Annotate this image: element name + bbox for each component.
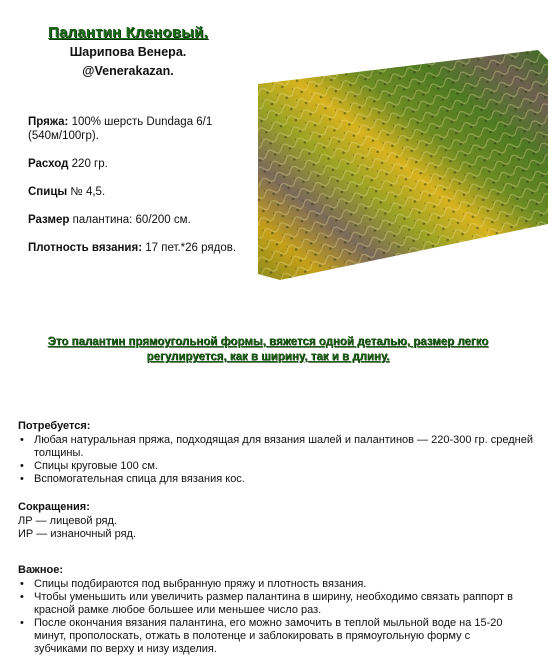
needs-title: Потребуется: [18, 420, 91, 432]
list-item: • Вспомогательная спица для вязания кос. [34, 473, 538, 486]
header [0, 24, 256, 79]
list-item: • Любая натуральная пряжа, подходящая для вязания шалей и палантинов — 220-300 гр. средней толщины. [34, 434, 538, 460]
abbr-item: ИР — изнаночный ряд. [18, 528, 137, 540]
list-item: • Спицы подбираются под выбранную пряжу и плотность вязания. [34, 578, 523, 591]
spec-size: Размер палантина: 60/200 см. [28, 214, 191, 226]
section-abbreviations [18, 501, 318, 541]
important-title: Важное: [18, 564, 64, 576]
list-item: • Чтобы уменьшить или увеличить размер палантина в ширину, необходимо связать раппорт в красной рамке любое большее или меньшее число раз. [34, 591, 523, 617]
spec-yarn: Пряжа: 100% шерсть Dundaga 6/1 (540м/100гр). [28, 116, 213, 142]
shawl-photo [258, 48, 548, 282]
needs-list [18, 434, 538, 486]
specs-list [28, 115, 243, 269]
important-list [18, 578, 523, 656]
section-needs [18, 420, 538, 486]
author-handle: @Venerakazan. [82, 64, 174, 78]
intro-text: Это палантин прямоугольной формы, вяжется одной деталью, размер легко регулируется, как в ширину, так и в длину. [47, 336, 489, 363]
spec-consumption: Расход 220 гр. [28, 158, 108, 170]
abbr-item: ЛР — лицевой ряд. [18, 515, 117, 527]
page-title: Палантин Кленовый. [48, 24, 208, 41]
section-important [18, 564, 523, 656]
list-item: • После окончания вязания палантина, его можно замочить в теплой мыльной воде на 15-20 минут, прополоскать, отжать в полотенце и заблокировать в прямоугольную форму с зубчиками по верху и низу изделия. [34, 617, 523, 656]
spec-needles: Спицы № 4,5. [28, 186, 106, 198]
list-item: • Спицы круговые 100 см. [34, 460, 538, 473]
abbr-title: Сокращения: [18, 501, 90, 513]
spec-gauge: Плотность вязания: 17 пет.*26 рядов. [28, 242, 237, 254]
author-name: Шарипова Венера. [69, 45, 187, 59]
